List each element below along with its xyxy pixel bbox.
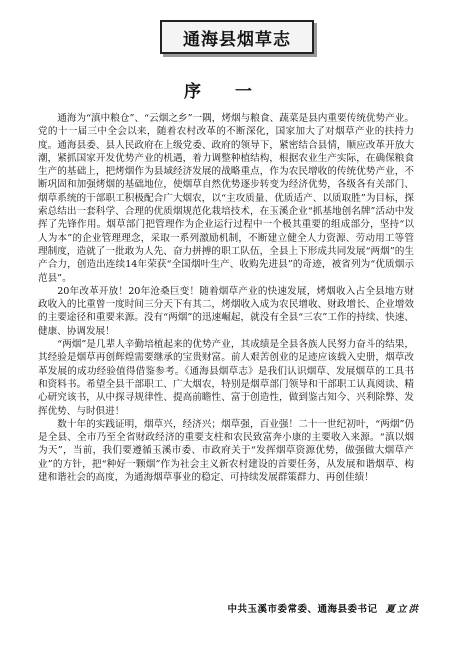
preface-paragraph-3: “两烟”是几辈人辛勤培植起来的优势产业，其成绩是全县各族人民努力奋斗的结果，其经验是烟草再创辉煌需要继承的宝贵财富。前人艰苦创业的足迹应该载入史册，烟草改革发展的成功经验值得借鉴参考。《通海县烟草志》是我们认识烟草、发展烟草的工具书和资料书。希望全县干部职工、广大烟农，特别是烟草部门领导和干部职工认真阅读、精心研究该书，从中探寻规律性、提高前瞻性、富于创造性，做到鉴古知今、兴利除弊、发挥优势、与时俱进！: [38, 339, 414, 417]
book-title-banner: [160, 20, 314, 54]
preface-paragraph-2: 20年改革开放！20年沧桑巨变！随着烟草产业的快速发展，烤烟收入占全县地方财政收入的比重曾一度时间三分天下有其二，烤烟收入成为农民增收、财政增长、企业增效的主要途径和重要来源。没有“两烟”的迅速崛起，就没有全县“三农”工作的持续、快速、健康、协调发展！: [38, 285, 414, 337]
signature-line: [0, 601, 420, 615]
preface-paragraph-1: 通海为“滇中粮仓”、“云烟之乡”一隅，烤烟与粮食、蔬菜是县内重要传统优势产业。党的十一届三中全会以来，随着农村改革的不断深化，国家加大了对烟草产业的扶持力度。通海县委、县人民政府在上级党委、政府的领导下，紧密结合县情，顺应改革开放大潮，紧抓国家开发优势产业的机遇，着力调整种植结构，根据农业生产实际，在确保粮食生产的基础上，把烤烟作为县域经济发展的战略重点，作为农民增收的传统优势产业，不断巩固和加强烤烟的基础地位，使烟草自然优势逐步转变为经济优势，各级各有关部门、烟草系统的干部职工积极配合广大烟农，以“主攻质量、优质适产、以质取胜”为目标，探索总结出一套科学、合理的优质烟规范化栽培技术，在玉溪企业“抓基地创名牌”活动中发挥了先锋作用。烟草部门把管理作为企业运行过程中一个极其重要的组成部分，坚持“以人为本”的企业管理理念，采取一系列激励机制，不断建立健全人力资源、劳动用工等管理制度，造就了一批敢为人先、奋力拼搏的职工队伍，全县上下形成共同发展“两烟”的生产合力，创造出连续14年荣获“全国烟叶生产、收购先进县”的奇迹，被省列为“优质烟示范县”。: [38, 113, 414, 284]
signature-org: 中共玉溪市委常委、通海县委书记: [227, 604, 378, 615]
signature-name: 夏立洪: [385, 604, 420, 615]
preface-body: [38, 112, 414, 484]
preface-paragraph-4: 数十年的实践证明，烟草兴，经济兴；烟草强，百业强！二十一世纪初叶，“两烟”仍是全县、全市乃至全省财政经济的重要支柱和农民致富奔小康的主要收入来源。“滇以烟为天”，当前，我们要遵循玉溪市委、市政府关于“发挥烟草资源优势，做强做大烟草产业”的方针，把“种好一颗烟”作为社会主义新农村建设的首要任务，从发展和谐烟草、构建和谐社会的高度，为通海烟草事业的稳定、可持续发展群策群力、再创佳绩！: [38, 418, 414, 484]
preface-title: 序 一: [184, 82, 266, 102]
book-title: 通海县烟草志: [183, 29, 291, 50]
